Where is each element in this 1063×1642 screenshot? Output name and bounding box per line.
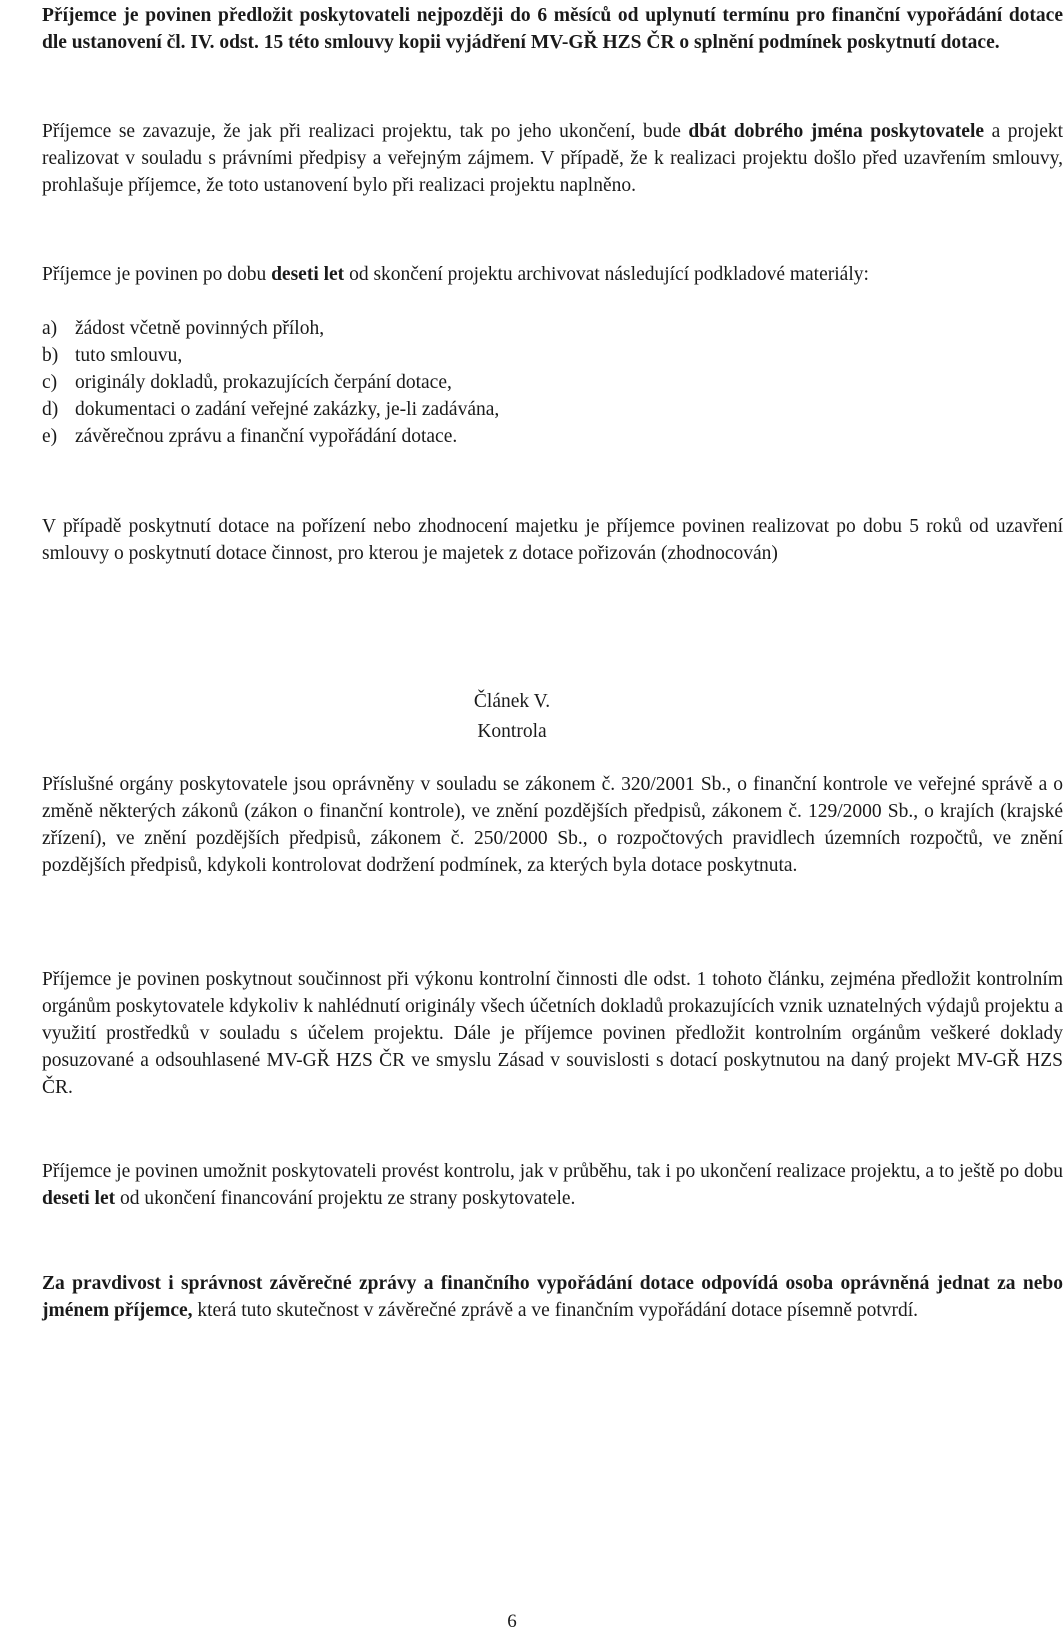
article-paragraph-4 (0, 1270, 1063, 1324)
list-item (42, 423, 1002, 450)
list-item-label: b) (42, 345, 59, 366)
paragraph-bold-text: Za pravdivost i správnost závěrečné zprávy a finančního vypořádání dotace odpovídá osoba oprávněná jednat za nebo jménem příjemce, (42, 1273, 1063, 1321)
article-paragraph-2 (0, 966, 1063, 1101)
paragraph-text: Příjemce je povinen poskytnout součinnost při výkonu kontrolní činnosti dle odst. 1 tohoto článku, zejména předložit kontrolním orgánům poskytovatele kdykoliv k nahlédnutí originály všech účetních dokladů prokazujících vznik uznatelných výdajů projektu a využití prostředků v souladu s účelem projektu. Dále je příjemce povinen předložit kontrolním orgánům veškeré doklady posuzované a odsouhlasené MV-GŘ HZS ČR ve smyslu Zásad v souvislosti s dotací poskytnutou na daný projekt MV-GŘ HZS ČR. (42, 969, 1063, 1098)
paragraph-text: Příslušné orgány poskytovatele jsou oprávněny v souladu se zákonem č. 320/2001 Sb., o finanční kontrole ve veřejné správě a o změně některých zákonů (zákon o finanční kontrole), ve znění pozdějších předpisů, zákonem č. 129/2000 Sb., o krajích (krajské zřízení), ve znění pozdějších předpisů, zákonem č. 250/2000 Sb., o rozpočtových pravidlech územních rozpočtů, ve znění pozdějších předpisů, kdykoli kontrolovat dodržení podmínek, za kterých byla dotace poskytnuta. (42, 774, 1063, 876)
paragraph-number (0, 966, 42, 993)
paragraph-text: a projekt realizovat v souladu s právními předpisy a veřejným zájmem. V případě, že k realizaci projektu došlo před uzavřením smlouvy, prohlašuje příjemce, že toto ustanovení bylo při realizaci projektu naplněno. (42, 121, 1063, 196)
paragraph-number (0, 2, 42, 29)
paragraph-bold-text: deseti let (271, 264, 345, 285)
paragraph-text: Příjemce je povinen umožnit poskytovateli provést kontrolu, jak v průběhu, tak i po ukončení realizace projektu, a to ještě po dobu (42, 1161, 1063, 1182)
list-item-label: e) (42, 426, 58, 447)
article-subtitle: Kontrola (477, 721, 547, 742)
list-item (42, 369, 1002, 396)
paragraph-20 (0, 2, 1063, 56)
paragraph-text: od ukončení financování projektu ze strany poskytovatele. (119, 1188, 576, 1209)
list-item-label: c) (42, 372, 58, 393)
paragraph-number (0, 261, 42, 288)
list-item (42, 396, 1002, 423)
paragraph-number (0, 513, 42, 540)
article-paragraph-3 (0, 1158, 1063, 1212)
paragraph-23 (0, 513, 1063, 567)
list-item (42, 342, 1002, 369)
paragraph-number (0, 118, 42, 145)
materials-list (42, 315, 1002, 450)
article-heading (0, 687, 1024, 747)
paragraph-number (0, 771, 42, 798)
list-item-text: dokumentaci o zadání veřejné zakázky, je-li zadávána, (75, 399, 500, 420)
paragraph-text: která tuto skutečnost v závěrečné zprávě a ve finančním vypořádání dotace písemně potvrdí. (197, 1300, 919, 1321)
article-title: Článek V. (473, 691, 551, 712)
paragraph-bold-text: deseti let (42, 1188, 116, 1209)
list-item-label: d) (42, 399, 59, 420)
list-item-text: originály dokladů, prokazujících čerpání dotace, (75, 372, 452, 393)
paragraph-bold-text: dbát dobrého jména poskytovatele (688, 121, 985, 142)
paragraph-text: Příjemce je povinen předložit poskytovateli nejpozději do 6 měsíců od uplynutí termínu pro finanční vypořádání dotace dle ustanovení čl. IV. odst. 15 této smlouvy kopii vyjádření MV-GŘ HZS ČR o splnění podmínek poskytnutí dotace. (42, 5, 1063, 53)
article-paragraph-1 (0, 771, 1063, 879)
paragraph-number (0, 1158, 42, 1185)
paragraph-text: Příjemce je povinen po dobu (42, 264, 267, 285)
page-number: 6 (507, 1611, 517, 1632)
paragraph-text: od skončení projektu archivovat následující podkladové materiály: (349, 264, 869, 285)
paragraph-21 (0, 118, 1063, 199)
paragraph-number (0, 1270, 42, 1297)
paragraph-22 (0, 261, 1063, 288)
list-item-text: tuto smlouvu, (75, 345, 183, 366)
list-item (42, 315, 1002, 342)
paragraph-text: Příjemce se zavazuje, že jak při realizaci projektu, tak po jeho ukončení, bude (42, 121, 681, 142)
list-item-label: a) (42, 318, 58, 339)
list-item-text: závěrečnou zprávu a finanční vypořádání dotace. (75, 426, 458, 447)
list-item-text: žádost včetně povinných příloh, (75, 318, 325, 339)
paragraph-text: V případě poskytnutí dotace na pořízení nebo zhodnocení majetku je příjemce povinen realizovat po dobu 5 roků od uzavření smlouvy o poskytnutí dotace činnost, pro kterou je majetek z dotace pořizován (zhodnocován) (42, 516, 1063, 564)
